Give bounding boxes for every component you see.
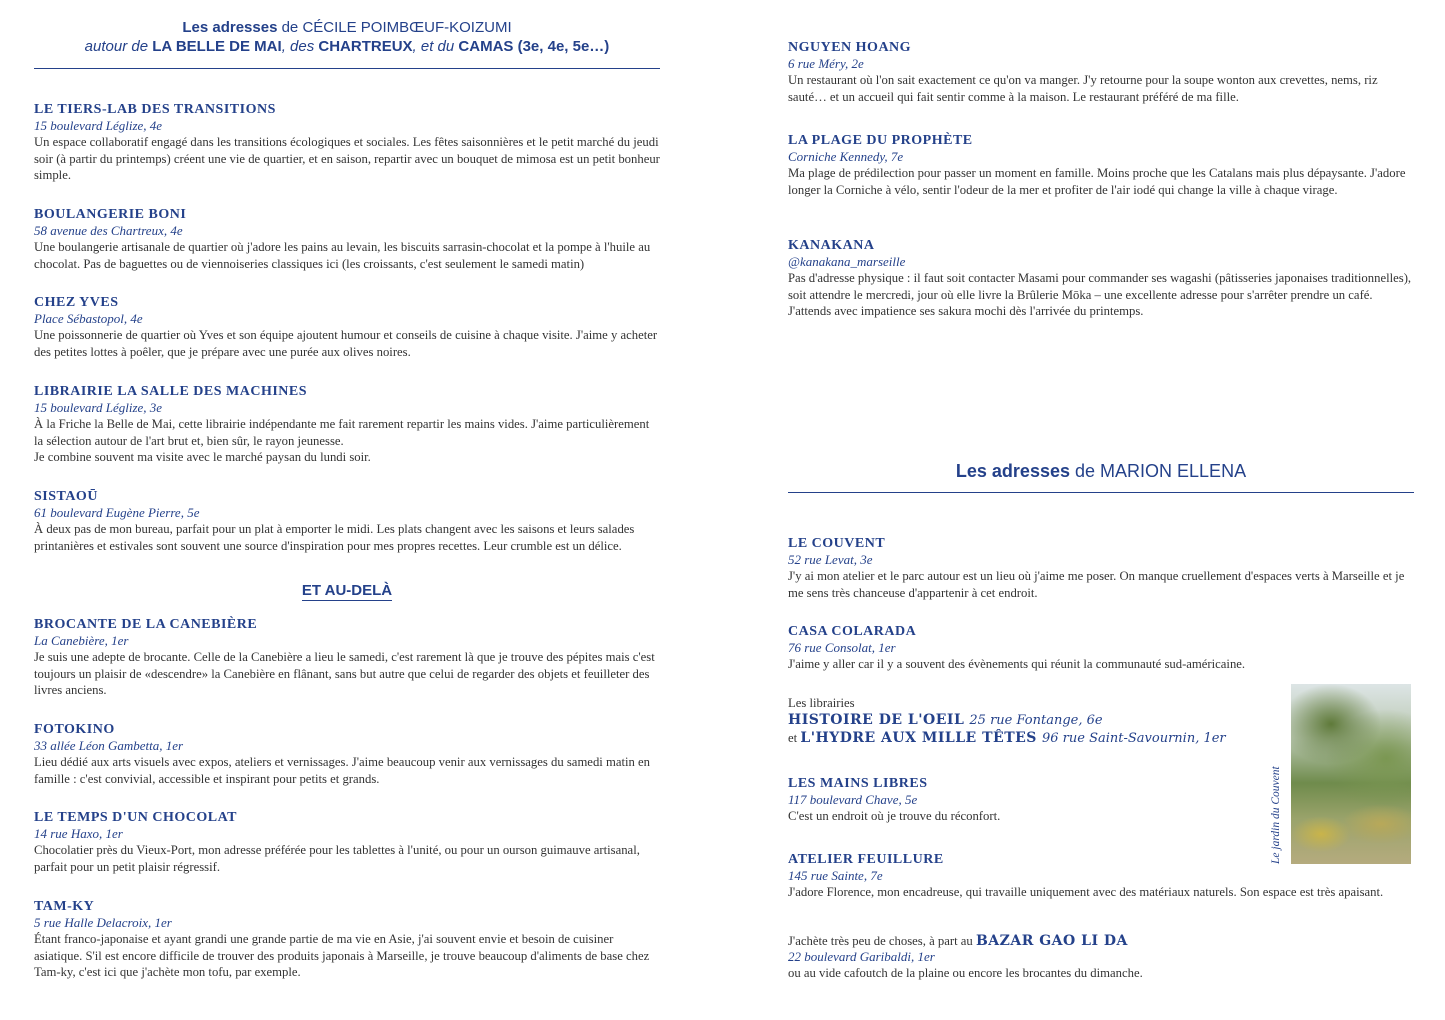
closing-paragraph: J'achète très peu de choses, à part au BAZAR GAO LI DA 22 boulevard Garibaldi, 1er ou au vide cafoutch de la plaine ou encore les brocantes du dimanche. <box>788 933 1143 980</box>
header-divider-2 <box>788 492 1414 493</box>
author-name: CÉCILE POIMBŒUF-KOIZUMI <box>302 19 512 36</box>
entry-plage-du-prophete: LA PLAGE DU PROPHÈTE Corniche Kennedy, 7e Ma plage de prédilection pour passer un moment en famille. Moins proche que les Catalans mais plus dépaysante. J'adore longer la Corniche à vélo, sentir l'odeur de la mer et profiter de l'air iodé qui change la ville à chaque virage. <box>788 133 1406 197</box>
header-line-1: Les adresses de CÉCILE POIMBŒUF-KOIZUMI <box>182 19 512 36</box>
left-header <box>34 18 660 56</box>
entry-temps-dun-chocolat: LE TEMPS D'UN CHOCOLAT 14 rue Haxo, 1er Chocolatier près du Vieux-Port, mon adresse préférée pour les tablettes à l'unité, ou pour un ourson guimauve artisanal, parfait pour un petit plaisir régressif. <box>34 810 640 874</box>
entry-sistaou: SISTAOŪ 61 boulevard Eugène Pierre, 5e À deux pas de mon bureau, parfait pour un plat à emporter le midi. Les plats changent avec les saisons et leurs salades printanières et estivales sont souvent une source d'inspiration pour mes propres recettes. Leur crumble est un délice. <box>34 489 635 553</box>
entry-chez-yves: CHEZ YVES Place Sébastopol, 4e Une poissonnerie de quartier où Yves et son équipe ajoutent humour et conseils de cuisine à chaque visite. J'aime y acheter des petites lottes à poêler, que je prépare avec une purée aux olives noires. <box>34 295 658 359</box>
entry-librairie-salle-des-machines: LIBRAIRIE LA SALLE DES MACHINES 15 boulevard Léglize, 3e À la Friche la Belle de Mai, cette librairie indépendante me fait rarement repartir les mains vides. J'aime particulièrement la sélection autour de l'art brut et, bien sûr, le rayon jeunesse. Je combine souvent ma visite avec le marché paysan du lundi soir. <box>34 384 650 464</box>
entry-librairies: Les librairies HISTOIRE DE L'OEIL 25 rue Fontange, 6e et L'HYDRE AUX MILLE TÊTES 96 rue Saint-Savournin, 1er <box>788 695 1288 747</box>
entry-tam-ky: TAM-KY 5 rue Halle Delacroix, 1er Étant franco-japonaise et ayant grandi une grande partie de ma vie en Asie, j'ai souvent envie et besoin de cuisiner asiatique. S'il est encore difficile de trouver des produits japonais à Marseille, je trouve beaucoup d'aliments de base chez Tam-ky, c'est ici que j'achète mon tofu, par exemple. <box>34 899 650 979</box>
header-divider <box>34 68 660 69</box>
entry-le-couvent: LE COUVENT 52 rue Levat, 3e J'y ai mon atelier et le parc autour est un lieu où j'aime me poser. On manque cruellement d'espaces verts à Marseille et je me sens très chanceuse d'appartenir à cet endroit. <box>788 536 1405 600</box>
entry-nguyen-hoang: NGUYEN HOANG 6 rue Méry, 2e Un restaurant où l'on sait exactement ce qu'on va manger. J'y retourne pour la soupe wonton aux crevettes, nems, riz sauté… et un accueil qui fait sentir comme à la maison. Le restaurant préféré de ma fille. <box>788 40 1378 104</box>
photo-jardin-du-couvent <box>1291 684 1411 864</box>
entry-les-mains-libres: LES MAINS LIBRES 117 boulevard Chave, 5e C'est un endroit où je trouve du réconfort. <box>788 776 1001 823</box>
entry-fotokino: FOTOKINO 33 allée Léon Gambetta, 1er Lieu dédié aux arts visuels avec expos, ateliers et vernissages. J'aime beaucoup venir aux vernissages du samedi matin en famille : c'est convivial, accessible et inspirant pour petits et grands. <box>34 722 651 786</box>
entry-atelier-feuillure: ATELIER FEUILLURE 145 rue Sainte, 7e J'adore Florence, mon encadreuse, qui travaille uniquement avec des matériaux naturels. Son espace est très apaisant. <box>788 852 1384 899</box>
header-line-2: autour de LA BELLE DE MAI, des CHARTREUX, et du CAMAS (3e, 4e, 5e…) <box>84 38 610 55</box>
entry-boulangerie-boni: BOULANGERIE BONI 58 avenue des Chartreux, 4e Une boulangerie artisanale de quartier où j'adore les pains au levain, les biscuits sarrasin-chocolat et la pompe à l'huile au chocolat. Pas de baguettes ou de viennoiseries classiques ici (les croissants, c'est seulement le samedi matin) <box>34 207 651 271</box>
entry-kanakana: KANAKANA @kanakana_marseille Pas d'adresse physique : il faut soit contacter Masami pour commander ses wagashi (pâtisseries japonaises traditionnelles), soit attendre le mercredi, jour où elle livre la Brûlerie Mōka – une excellente adresse pour s'arrêter prendre un café. J'attends avec impatience ses sakura mochi dès l'arrivée du printemps. <box>788 238 1412 318</box>
subheading-et-au-dela: ET AU-DELÀ <box>301 582 393 599</box>
entry-brocante-canebiere: BROCANTE DE LA CANEBIÈRE La Canebière, 1er Je suis une adepte de brocante. Celle de la Canebière a lieu le samedi, c'est rarement là que je trouve des pépites mais c'est toujours un plaisir de «descendre» la Canebière en flânant, sans but autre que celui de regarder des objets et feuilleter des livres anciens. <box>34 617 655 697</box>
entry-tiers-lab: LE TIERS-LAB DES TRANSITIONS 15 boulevard Léglize, 4e Un espace collaboratif engagé dans les transitions écologiques et sociales. Les fêtes saisonnières et le petit marché du jeudi soir (à partir du printemps) créent une vie de quartier, et en saison, repartir avec un bouquet de mimosa est un petit bonheur simple. <box>34 102 660 182</box>
librairie-line-1: HISTOIRE DE L'OEIL 25 rue Fontange, 6e <box>788 712 1103 728</box>
right-header: Les adresses de MARION ELLENA <box>955 461 1247 481</box>
author-name-2: MARION ELLENA <box>1100 461 1247 481</box>
entry-casa-colarada: CASA COLARADA 76 rue Consolat, 1er J'aime y aller car il y a souvent des évènements qui réunit la communauté sud-américaine. <box>788 624 1246 671</box>
librairie-line-2: et L'HYDRE AUX MILLE TÊTES 96 rue Saint-Savournin, 1er <box>788 730 1226 746</box>
